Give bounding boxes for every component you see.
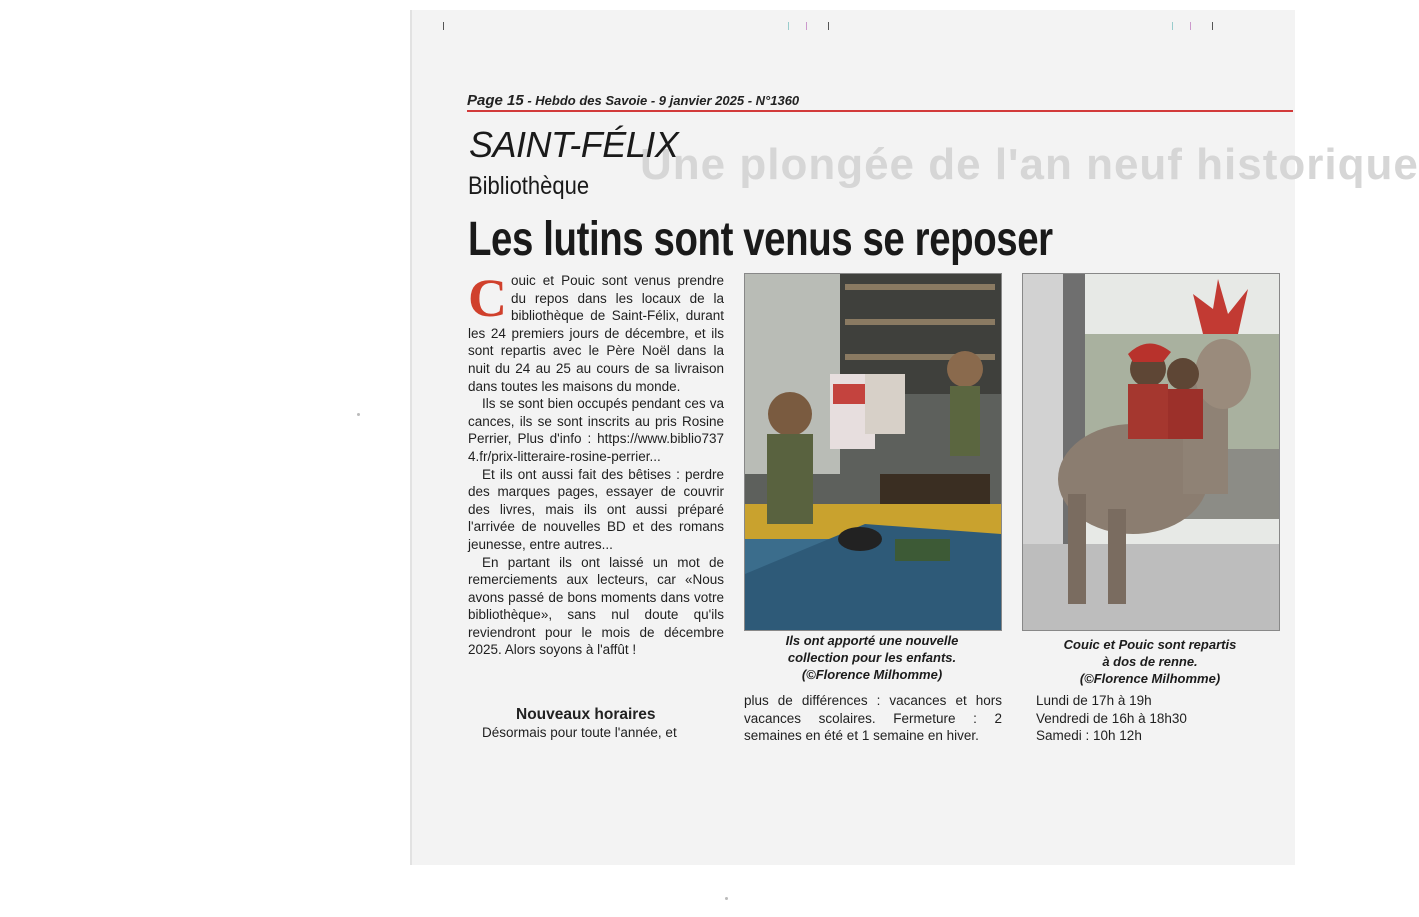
- page-header: [467, 92, 1293, 109]
- paragraph-6: plus de différences : vacances et hors vacances scolaires. Fermeture : 2 semaines en été et 1 semaine en hiver.: [744, 693, 1002, 744]
- paragraph-1-text: ouic et Pouic sont venus prendre du repos dans les locaux de la bibliothèque de Saint-Félix, durant les 24 premiers jours de décembre, et ils sont repartis avec le Père Noël dans la nuit du 24 au 25 au cours de sa livraison dans toutes les maisons du monde.: [468, 273, 724, 394]
- scan-mark: [788, 22, 789, 30]
- paragraph-2: Ils se sont bien occupés pendant ces vacances, ils se sont inscrits au pris Rosine Perrier, Plus d'info : https://www.biblio7374.fr/prix-litteraire-rosine-perrier...: [468, 396, 724, 464]
- publication-line: - Hebdo des Savoie - 9 janvier 2025 - N°1360: [523, 93, 800, 108]
- header-rule: [467, 110, 1293, 112]
- scan-mark: [1212, 22, 1213, 30]
- hours-line: Lundi de 17h à 19h: [1036, 693, 1152, 708]
- paragraph-4: En partant ils ont laissé un mot de remerciements aux lecteurs, car «Nous avons passé de bons moments dans votre bibliothèque», sans nul doute qu'ils reviendront pour le mois de décembre 2025. Alors soyons à l'affût !: [468, 554, 724, 658]
- page-number: Page 15: [467, 92, 524, 109]
- scan-mark: [1190, 22, 1191, 30]
- scan-mark: [1172, 22, 1173, 30]
- caption-line: Couic et Pouic sont repartis: [1063, 637, 1237, 652]
- caption-line: à dos de renne.: [1102, 654, 1198, 669]
- scan-mark: [806, 22, 807, 30]
- scan-speck: [357, 413, 360, 416]
- page-edge: [410, 10, 412, 865]
- scan-speck: [725, 897, 728, 900]
- hours-line: Samedi : 10h 12h: [1036, 728, 1142, 744]
- article-column-1: [468, 268, 724, 659]
- photo-elves-reindeer: [1022, 273, 1280, 631]
- caption-line: Ils ont apporté une nouvelle: [785, 633, 959, 648]
- photo-elves-reindeer-image: [1023, 274, 1279, 630]
- headline: Les lutins sont venus se reposer: [468, 213, 1053, 266]
- hours-line: Vendredi de 16h à 18h30: [1036, 710, 1187, 726]
- paragraph-1: [468, 268, 724, 395]
- paragraph-3: Et ils ont aussi fait des bêtises : perdre des marques pages, essayer de couvrir des livres, mais ils ont aussi préparé l'arrivée de nouvelles BD et des romans jeunesse, entre autres...: [468, 466, 724, 552]
- subhead-hours: Nouveaux horaires: [516, 706, 656, 723]
- photo-credit: (©Florence Milhomme): [801, 667, 943, 682]
- scan-mark: [443, 22, 444, 30]
- caption-photo-1: [744, 632, 1000, 683]
- paragraph-5: Désormais pour toute l'année, et: [482, 725, 677, 740]
- photo-credit: (©Florence Milhomme): [1079, 671, 1221, 686]
- scan-mark: [828, 22, 829, 30]
- drop-cap: C: [468, 268, 507, 328]
- photo-elves-books: [744, 273, 1002, 631]
- section-title: Bibliothèque: [468, 172, 590, 200]
- caption-photo-2: [1022, 636, 1278, 687]
- photo-elves-books-image: [745, 274, 1001, 630]
- caption-line: collection pour les enfants.: [787, 650, 957, 665]
- bleed-through-text: Une plongée de l'an neuf historique: [640, 140, 1419, 189]
- opening-hours: [1036, 692, 1276, 745]
- town-title: SAINT-FÉLIX: [469, 124, 679, 165]
